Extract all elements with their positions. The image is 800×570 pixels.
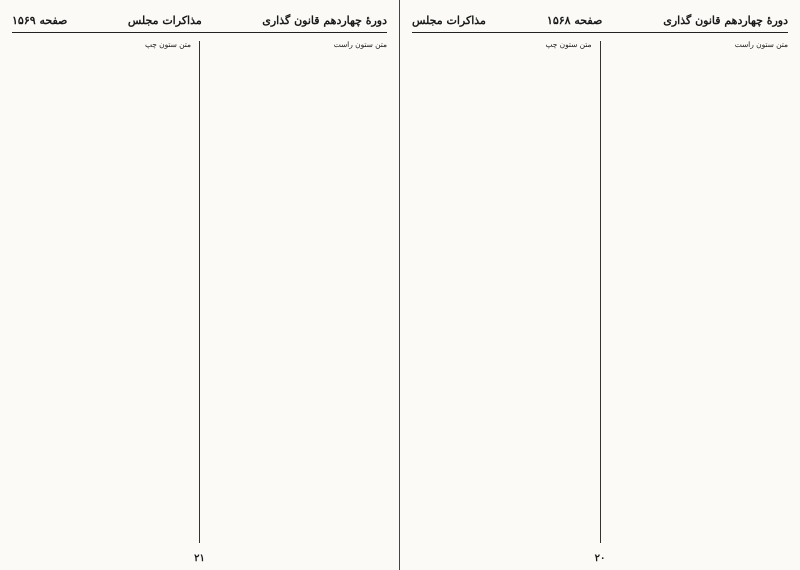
publication-title: مذاکرات مجلس bbox=[412, 13, 486, 27]
page-label: صفحه ۱۵۶۹ bbox=[12, 13, 68, 27]
page-header bbox=[412, 10, 788, 33]
text-columns bbox=[12, 33, 387, 545]
page-number: ۲۱ bbox=[194, 553, 205, 564]
column-left: متن ستون چپ bbox=[144, 40, 191, 49]
page-1568 bbox=[400, 0, 800, 570]
column-right: متن ستون راست bbox=[734, 40, 788, 49]
column-divider bbox=[600, 41, 601, 543]
series-title: دورهٔ چهاردهم قانون گذاری bbox=[663, 13, 788, 27]
series-title: دورهٔ چهاردهم قانون گذاری bbox=[262, 13, 387, 27]
column-divider bbox=[199, 41, 200, 543]
page-number: ۲۰ bbox=[594, 553, 606, 564]
text-columns bbox=[412, 33, 788, 545]
column-right: متن ستون راست bbox=[333, 40, 387, 49]
column-left: متن ستون چپ bbox=[545, 40, 592, 49]
page-label: صفحه ۱۵۶۸ bbox=[546, 13, 603, 27]
page-header bbox=[12, 10, 387, 33]
publication-title: مذاکرات مجلس bbox=[127, 13, 202, 27]
